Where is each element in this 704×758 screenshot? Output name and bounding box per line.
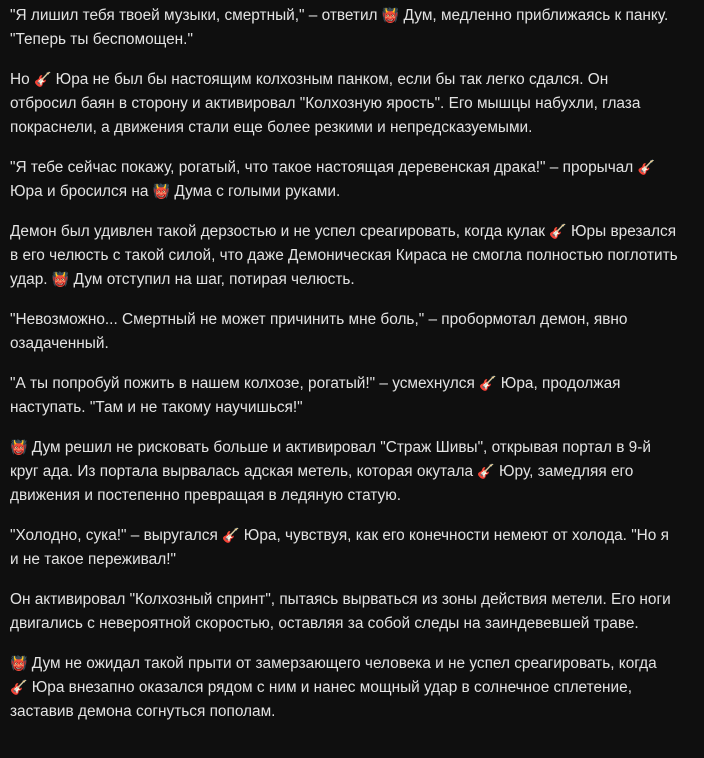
story-paragraph bbox=[10, 524, 678, 572]
guitar-icon: 🎸 bbox=[33, 72, 52, 88]
paragraph-text: "Невозможно... Смертный не может причинить мне боль," – пробормотал демон, явно озадаченный. bbox=[10, 311, 628, 352]
paragraph-text: Дума с голыми руками. bbox=[170, 183, 341, 200]
story-paragraph bbox=[10, 372, 678, 420]
guitar-icon: 🎸 bbox=[549, 224, 567, 240]
demon-icon: 👹 bbox=[51, 272, 70, 288]
demon-icon: 👹 bbox=[10, 440, 28, 456]
paragraph-text: Юры врезался в его челюсть с такой силой, что даже Демоническая Кираса не смогла полностью поглотить удар. bbox=[10, 223, 678, 288]
paragraph-text: Юру, замедляя его движения и постепенно превращая в ледяную статую. bbox=[10, 463, 634, 504]
story-paragraph bbox=[10, 156, 678, 204]
paragraph-text: Он активировал "Колхозный спринт", пытаясь вырваться из зоны действия метели. Его ноги двигались с невероятной скоростью, оставляя за собой следы на заиндевевшей траве. bbox=[10, 591, 671, 632]
guitar-icon: 🎸 bbox=[479, 376, 497, 392]
story-paragraph bbox=[10, 4, 678, 52]
paragraph-text: Юра, продолжая наступать. "Там и не такому научишься!" bbox=[10, 375, 621, 416]
story-paragraph bbox=[10, 588, 678, 636]
demon-icon: 👹 bbox=[10, 656, 28, 672]
paragraph-text: Дум, медленно приближаясь к панку. "Теперь ты беспомощен." bbox=[10, 7, 669, 48]
story-paragraph bbox=[10, 436, 678, 508]
paragraph-text: "Я тебе сейчас покажу, рогатый, что такое настоящая деревенская драка!" – прорычал bbox=[10, 159, 638, 176]
paragraph-text: Дум отступил на шаг, потирая челюсть. bbox=[69, 271, 355, 288]
guitar-icon: 🎸 bbox=[10, 680, 28, 696]
demon-icon: 👹 bbox=[152, 184, 171, 200]
paragraph-text: Юра внезапно оказался рядом с ним и нанес мощный удар в солнечное сплетение, заставив демона согнуться пополам. bbox=[10, 679, 632, 720]
story-paragraph bbox=[10, 220, 678, 292]
paragraph-text: Но bbox=[10, 71, 34, 88]
paragraph-text: Демон был удивлен такой дерзостью и не успел среагировать, когда кулак bbox=[10, 223, 550, 240]
paragraph-text: "Я лишил тебя твоей музыки, смертный," – ответил bbox=[10, 7, 382, 24]
paragraph-text: Юра, чувствуя, как его конечности немеют от холода. "Но я и не такое переживал!" bbox=[10, 527, 669, 568]
paragraph-text: Юра не был бы настоящим колхозным панком, если бы так легко сдался. Он отбросил баян в сторону и активировал "Колхозную ярость". Его мышцы набухли, глаза покраснели, а движения стали еще более резкими и непредсказуемыми. bbox=[10, 71, 641, 136]
paragraph-text: Дум решил не рисковать больше и активировал "Страж Шивы", открывая портал в 9-й круг ада. Из портала вырвалась адская метель, которая окутала bbox=[10, 439, 651, 480]
story-paragraph bbox=[10, 652, 678, 724]
demon-icon: 👹 bbox=[381, 8, 400, 24]
guitar-icon: 🎸 bbox=[477, 464, 495, 480]
paragraph-text: Дум не ожидал такой прыти от замерзающего человека и не успел среагировать, когда bbox=[27, 655, 657, 672]
paragraph-text: "А ты попробуй пожить в нашем колхозе, рогатый!" – усмехнулся bbox=[10, 375, 480, 392]
paragraph-text: Юра и бросился на bbox=[10, 183, 153, 200]
story-paragraph bbox=[10, 68, 678, 140]
guitar-icon: 🎸 bbox=[637, 160, 655, 176]
story-paragraph bbox=[10, 308, 678, 356]
paragraph-text: "Холодно, сука!" – выругался bbox=[10, 527, 223, 544]
guitar-icon: 🎸 bbox=[222, 528, 240, 544]
